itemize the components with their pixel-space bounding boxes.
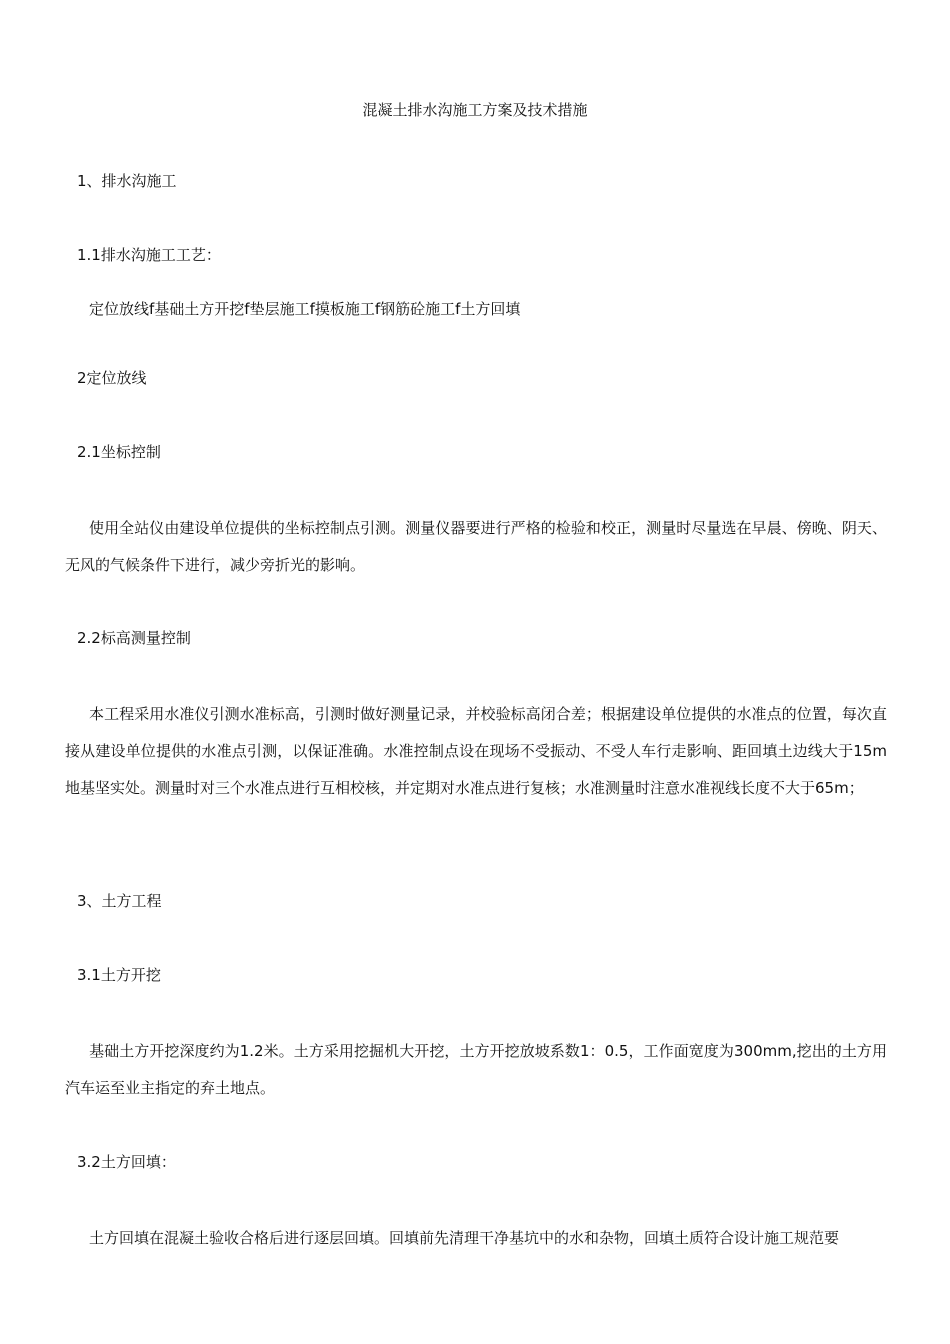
paragraph-coordinate-control: [65, 510, 887, 584]
heading-section-2-1: 2.1坐标控制: [77, 443, 161, 461]
paragraph-elevation-control-text: 本工程采用水准仪引测水准标高，引测时做好测量记录，并校验标高闭合差；根据建设单位提供的水准点的位置，每次直接从建设单位提供的水准点引测，以保证准确。水准控制点设在现场不受振动、不受人车行走影响、距回填土边线大于15m地基坚实处。测量时对三个水准点进行互相校核，并定期对水准点进行复核；水准测量时注意水准视线长度不大于65m；: [65, 705, 887, 797]
heading-section-1: 1、排水沟施工: [77, 172, 177, 190]
process-flow-text: 定位放线f基础土方开挖f垫层施工f摸板施工f钢筋砼施工f土方回填: [89, 300, 521, 318]
heading-section-3-1: 3.1土方开挖: [77, 966, 161, 984]
paragraph-coordinate-control-text: 使用全站仪由建设单位提供的坐标控制点引测。测量仪器要进行严格的检验和校正，测量时尽量选在早晨、傍晚、阴天、无风的气候条件下进行，减少旁折光的影响。: [65, 519, 887, 574]
paragraph-elevation-control: [65, 696, 887, 807]
paragraph-backfill: [65, 1220, 887, 1257]
heading-section-2-2: 2.2标高测量控制: [77, 629, 191, 647]
paragraph-excavation-text: 基础土方开挖深度约为1.2米。土方采用挖掘机大开挖，土方开挖放坡系数1：0.5，工作面宽度为300mm,挖出的土方用汽车运至业主指定的弃土地点。: [65, 1042, 887, 1097]
document-title: 混凝土排水沟施工方案及技术措施: [362, 101, 588, 119]
heading-section-3-2: 3.2土方回填：: [77, 1153, 176, 1171]
paragraph-backfill-text: 土方回填在混凝土验收合格后进行逐层回填。回填前先清理干净基坑中的水和杂物，回填土质符合设计施工规范要: [89, 1229, 840, 1247]
heading-section-3: 3、土方工程: [77, 892, 162, 910]
heading-section-2: 2定位放线: [77, 369, 147, 387]
heading-section-1-1: 1.1排水沟施工工艺：: [77, 246, 221, 264]
paragraph-excavation: [65, 1033, 887, 1107]
